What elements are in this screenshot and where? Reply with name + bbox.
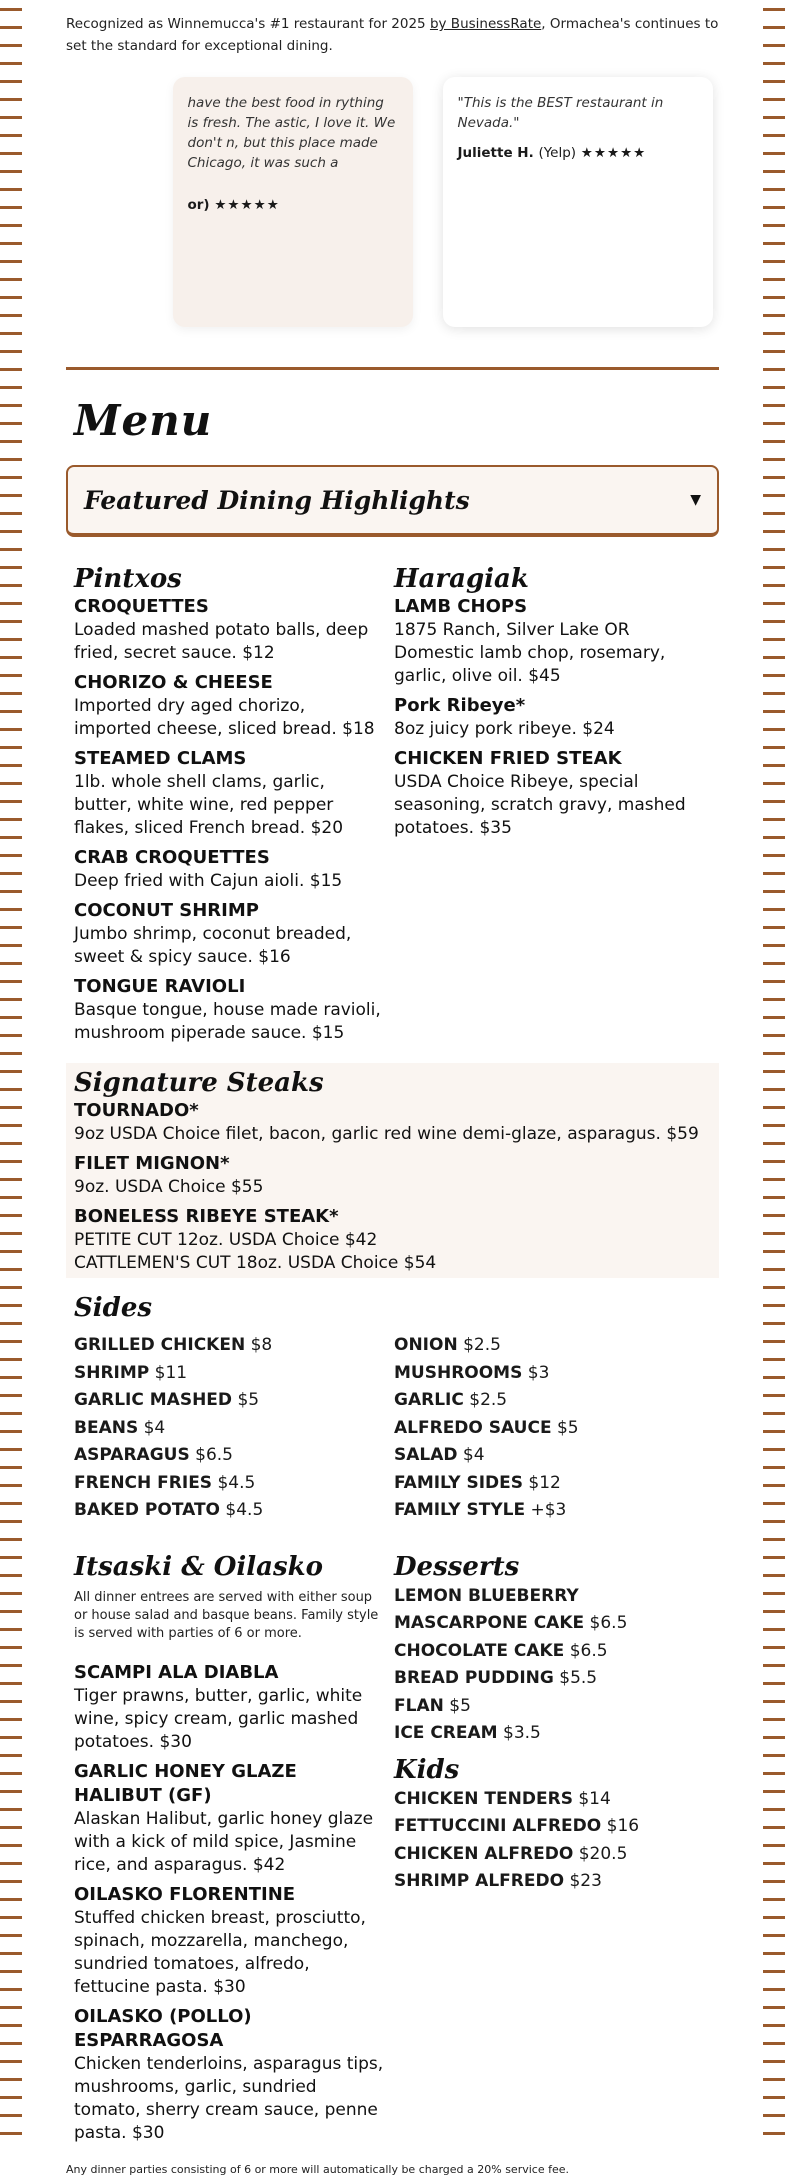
item-name: FLAN [394,1695,444,1716]
menu-item [394,1693,711,1721]
entrees-section [66,1551,719,2151]
menu-item [74,1415,394,1443]
item-name: GRILLED CHICKEN [74,1335,246,1355]
menu-item [74,1470,394,1498]
menu-item [394,1470,714,1498]
pintxos-column [66,563,386,1051]
item-name: TOURNADO* [74,1100,199,1121]
item-description: Chicken tenderloins, asparagus tips, mushrooms, garlic, sundried tomato, sherry cream sauce, penne pasta. $30 [74,2053,384,2143]
review-source: (Yelp) [538,145,577,161]
item-price: $12 [528,1472,561,1493]
item-description: Loaded mashed potato balls, deep fried, secret sauce. $12 [74,620,369,663]
review-card-current[interactable] [443,77,713,327]
item-price: $3.5 [503,1723,541,1743]
left-decorative-rail [0,0,22,2148]
item-name: ICE CREAM [394,1723,498,1743]
item-description: Alaskan Halibut, garlic honey glaze with a kick of mild spice, Jasmine rice, and asparagus. $42 [74,1808,374,1875]
menu-item [74,2005,386,2145]
menu-item [394,1497,714,1525]
item-name: ONION [394,1335,458,1355]
item-name: OILASKO (POLLO) ESPARRAGOSA [74,2005,252,2051]
item-name: FAMILY SIDES [394,1472,524,1493]
review-author [458,143,698,163]
item-name: CHICKEN FRIED STEAK [394,748,622,769]
item-price: +$3 [530,1500,567,1520]
menu-item [394,1665,711,1693]
item-description: 1lb. whole shell clams, garlic, butter, white wine, red pepper flakes, sliced French bread. $20 [74,772,344,838]
menu-item [74,1205,711,1275]
item-price: $5 [556,1417,579,1438]
entree-note: All dinner entrees are served with either soup or house salad and basque beans. Family style is served with parties of 6 or more. [74,1589,379,1641]
item-price: $4.5 [225,1500,264,1520]
item-name: ASPARAGUS [74,1445,190,1465]
item-description: CATTLEMEN'S CUT 18oz. USDA Choice $54 [74,1253,437,1273]
signature-steaks-heading: Signature Steaks [74,1068,324,1098]
item-name: GARLIC [394,1390,464,1410]
item-name: OILASKO FLORENTINE [74,1883,296,1905]
item-name: SHRIMP [74,1362,150,1383]
item-description: PETITE CUT 12oz. USDA Choice $42 [74,1230,378,1250]
section-divider [66,367,719,370]
item-description: Stuffed chicken breast, prosciutto, spinach, mozzarella, manchego, sundried tomatoes, alfredo, fettucine pasta. $30 [74,1907,366,1997]
review-quote: have the best food in rything is fresh. The astic, I love it. We don't n, but this place made Chicago, it was such a [187,95,396,171]
sides-heading: Sides [74,1293,153,1323]
review-carousel[interactable] [187,77,664,327]
item-name: SALAD [394,1445,458,1465]
item-name: SHRIMP ALFREDO [394,1871,565,1891]
menu-item [394,1442,714,1470]
businessrate-link[interactable]: by BusinessRate [429,16,542,32]
caret-down-icon: ▼ [690,492,701,508]
menu-item [74,899,386,969]
menu-item [394,1638,711,1666]
menu-item [394,747,711,840]
item-description: USDA Choice Ribeye, special seasoning, scratch gravy, mashed potatoes. $35 [394,772,686,838]
star-rating: ★★★★★ [580,145,647,161]
item-price: $2.5 [463,1335,501,1355]
item-name: FAMILY STYLE [394,1500,526,1520]
desserts-kids-column [386,1551,711,2151]
intro-text-end: , Ormachea's continues to set the standard for exceptional dining. [66,16,719,54]
kids-heading: Kids [394,1754,460,1785]
desserts-list [394,1583,711,1748]
item-name: FILET MIGNON* [74,1153,230,1174]
item-name: TONGUE RAVIOLI [74,976,246,997]
review-quote: "This is the BEST restaurant in Nevada." [457,95,664,131]
sides-section [66,1292,719,1525]
intro-text-start: Recognized as Winnemucca's #1 restaurant for 2025 [66,16,430,32]
pintxos-heading: Pintxos [74,564,182,594]
page-content [66,0,719,2176]
intro-text [66,13,719,57]
item-name: ALFREDO SAUCE [394,1417,552,1438]
item-price: $5.5 [559,1668,598,1688]
menu-item [74,595,386,665]
item-description: 1875 Ranch, Silver Lake OR Domestic lamb chop, rosemary, garlic, olive oil. $45 [394,620,666,686]
menu-item [394,1360,714,1388]
haragiak-heading: Haragiak [394,564,529,594]
item-price: $14 [578,1788,611,1809]
itsaski-list [74,1661,386,2145]
item-price: $8 [250,1335,273,1355]
review-author [188,195,398,215]
item-name: FETTUCCINI ALFREDO [394,1816,602,1836]
menu-item [74,1332,394,1360]
item-description: 9oz. USDA Choice $55 [74,1177,264,1197]
featured-dining-dropdown[interactable] [66,465,719,537]
item-name: COCONUT SHRIMP [74,900,259,921]
item-name: CHICKEN TENDERS [394,1788,573,1809]
item-price: $2.5 [469,1390,508,1410]
appetizers-section [66,563,719,1051]
menu-item [394,1786,711,1814]
item-price: $20.5 [578,1843,628,1864]
review-card-previous[interactable] [173,77,413,327]
item-name: GARLIC HONEY GLAZE HALIBUT (GF) [74,1760,297,1806]
item-name: MASCARPONE CAKE [394,1613,585,1633]
item-price: $4 [143,1417,166,1438]
menu-item [74,1360,394,1388]
menu-item [74,1760,386,1877]
item-price: $6.5 [589,1613,628,1633]
item-name: LEMON BLUEBERRY [394,1585,579,1606]
desserts-heading: Desserts [394,1551,520,1582]
menu-item [74,671,386,741]
menu-title: Menu [74,396,213,445]
item-price: $16 [606,1816,640,1836]
item-name: CHICKEN ALFREDO [394,1843,574,1864]
sides-right-list [394,1332,714,1525]
item-price: $6.5 [195,1445,233,1465]
menu-item [394,694,711,741]
item-name: BREAD PUDDING [394,1668,554,1688]
item-description: Tiger prawns, butter, garlic, white wine, spicy cream, garlic mashed potatoes. $30 [74,1685,363,1752]
item-name: SCAMPI ALA DIABLA [74,1661,279,1683]
menu-item [394,1583,711,1611]
menu-item [74,1152,711,1199]
menu-item [394,1841,711,1869]
menu-item [74,1497,394,1525]
item-name: BAKED POTATO [74,1500,221,1520]
menu-item [394,1387,714,1415]
item-name: MUSHROOMS [394,1362,523,1383]
item-name: LAMB CHOPS [394,596,528,617]
menu-item [74,1442,394,1470]
menu-item [394,1720,711,1748]
menu-item [74,1387,394,1415]
item-name: Pork Ribeye* [394,695,526,716]
item-name: CHOCOLATE CAKE [394,1640,565,1661]
item-name: STEAMED CLAMS [74,748,247,769]
menu-item [74,975,386,1045]
kids-list [394,1786,711,1896]
sides-columns [74,1332,719,1525]
menu-item [74,846,386,893]
haragiak-list [394,595,711,840]
item-name: BONELESS RIBEYE STEAK* [74,1206,339,1227]
item-name: GARLIC MASHED [74,1390,233,1410]
item-price: $11 [154,1362,188,1383]
item-name: BEANS [74,1417,139,1438]
menu-item [394,1332,714,1360]
item-name: FRENCH FRIES [74,1472,213,1493]
item-price: $4 [462,1445,485,1465]
item-description: 9oz USDA Choice filet, bacon, garlic red wine demi-glaze, asparagus. $59 [74,1124,699,1144]
menu-item [74,1099,711,1146]
signature-steaks-section [66,1063,719,1278]
itsaski-heading: Itsaski & Oilasko [74,1551,324,1582]
pintxos-list [74,595,386,1045]
menu-item [394,1868,711,1896]
item-price: $23 [569,1871,602,1891]
item-price: $6.5 [569,1640,608,1661]
right-decorative-rail [763,0,785,2148]
star-rating: ★★★★★ [214,197,280,213]
menu-item [394,1415,714,1443]
menu-item [74,747,386,840]
menu-item [394,1813,711,1841]
itsaski-column [66,1551,386,2151]
review-author-name: Juliette H. [457,145,534,161]
item-price: $5 [449,1695,471,1716]
menu-item [394,595,711,688]
item-description: 8oz juicy pork ribeye. $24 [394,719,615,739]
review-source: or) [187,197,210,213]
item-description: Deep fried with Cajun aioli. $15 [74,871,343,891]
menu-item [394,1610,711,1638]
menu-item [74,1661,386,1754]
item-price: $4.5 [217,1472,256,1493]
item-description: Imported dry aged chorizo, imported cheese, sliced bread. $18 [74,696,375,739]
item-name: CHORIZO & CHEESE [74,672,273,693]
haragiak-column [386,563,711,1051]
menu-item [74,1883,386,1999]
item-description: Basque tongue, house made ravioli, mushroom piperade sauce. $15 [74,1000,381,1043]
item-name: CRAB CROQUETTES [74,847,270,868]
footer-service-fee-note: Any dinner parties consisting of 6 or more will automatically be charged a 20% service fee. [66,2162,570,2176]
item-name: CROQUETTES [74,596,209,617]
item-description: Jumbo shrimp, coconut breaded, sweet & spicy sauce. $16 [74,924,352,967]
item-price: $3 [527,1362,550,1383]
featured-dining-label: Featured Dining Highlights [84,485,470,515]
item-price: $5 [237,1390,260,1410]
sides-left-list [74,1332,394,1525]
